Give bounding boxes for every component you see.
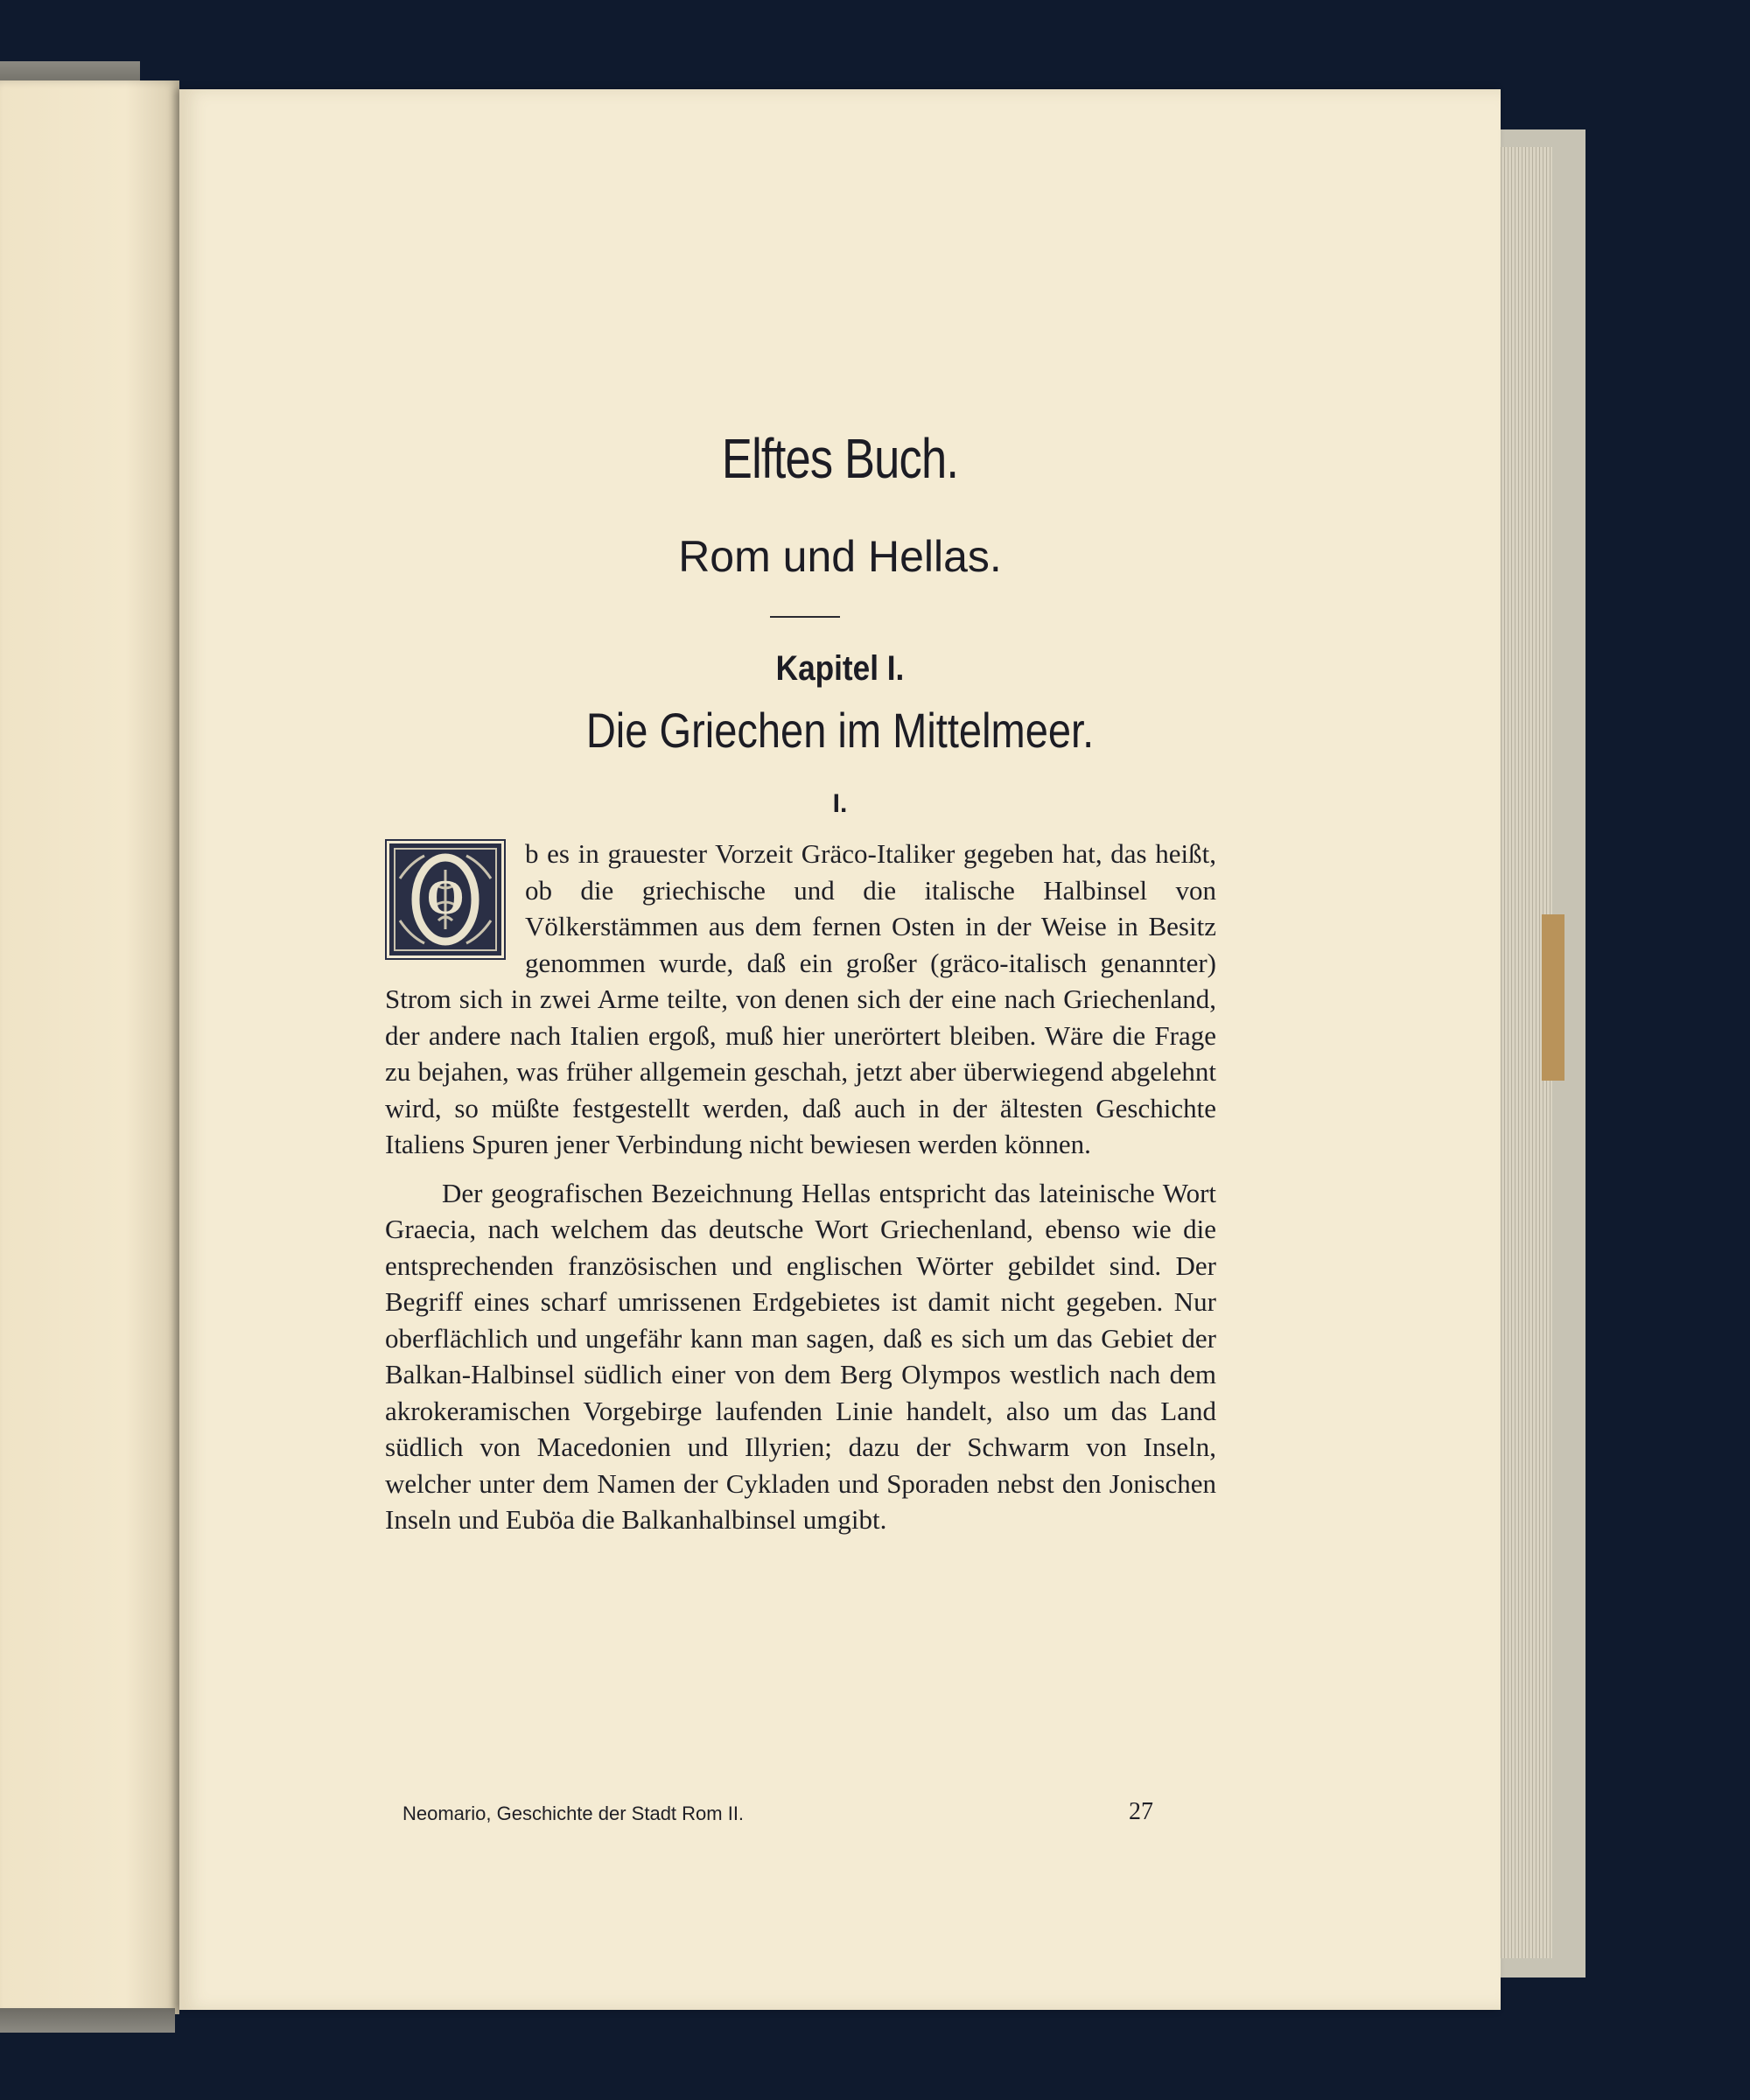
- paragraph-2: Der geografischen Bezeichnung Hellas entspricht das lateinische Wort Graecia, nach welchem das deutsche Wort Griechenland, ebenso wie die entsprechenden französischen und englischen Wörter gebildet sind. Der Begriff eines scharf umrissenen Erdgebietes ist damit nicht gegeben. Nur oberflächlich und ungefähr kann man sagen, daß es sich um das Gebiet der Balkan-Halbinsel südlich einer von dem Berg Olympos westlich nach dem akrokeramischen Vorgebirge laufenden Linie handelt, also um das Land südlich von Macedonien und Illyrien; dazu der Schwarm von Inseln, welcher unter dem Namen der Cykladen und Sporaden nebst den Jonischen Inseln und Euböa die Balkanhalbinsel umgibt.: [385, 1177, 1216, 1535]
- left-page: [0, 80, 179, 2014]
- book-cloth-bottom: [0, 2008, 175, 2033]
- section-title: Rom und Hellas.: [678, 532, 1002, 581]
- section-number: I.: [832, 789, 848, 818]
- footer-author: Neomario, Geschichte der Stadt Rom II.: [402, 1802, 745, 1824]
- paragraph-1: [385, 836, 1216, 1163]
- chapter-title: Die Griechen im Mittelmeer.: [585, 703, 1095, 758]
- svg-text:O: O: [426, 871, 465, 925]
- paragraph-1-text: b es in grauester Vorzeit Gräco-Italiker gegeben hat, das heißt, ob die griechische und die italische Halbinsel von Völkerstämmen aus dem fernen Osten in der Weise in Besitz genommen wurde, daß ein großer (gräco-italisch genannter) Strom sich in zwei Arme teilte, von denen sich der eine nach Griechenland, der andere nach Italien ergoß, muß hier unerörtert bleiben. Wäre die Frage zu bejahen, was früher allgemein geschah, jetzt aber überwiegend abgelehnt wird, so müßte festgestellt werden, daß auch in der ältesten Geschichte Italiens Spuren jener Verbindung nicht bewiesen werden können.: [385, 838, 1216, 1159]
- body-text: [385, 836, 1216, 1538]
- page-number: 27: [1129, 1798, 1153, 1825]
- title-divider: [770, 616, 840, 618]
- bookmark-ribbon: [1542, 914, 1564, 1081]
- drop-cap-ornament: [385, 839, 506, 960]
- ornament-initial-icon: [389, 844, 501, 956]
- book-title: Elftes Buch.: [721, 427, 959, 490]
- right-page: [179, 89, 1501, 2010]
- chapter-label: Kapitel I.: [775, 649, 905, 688]
